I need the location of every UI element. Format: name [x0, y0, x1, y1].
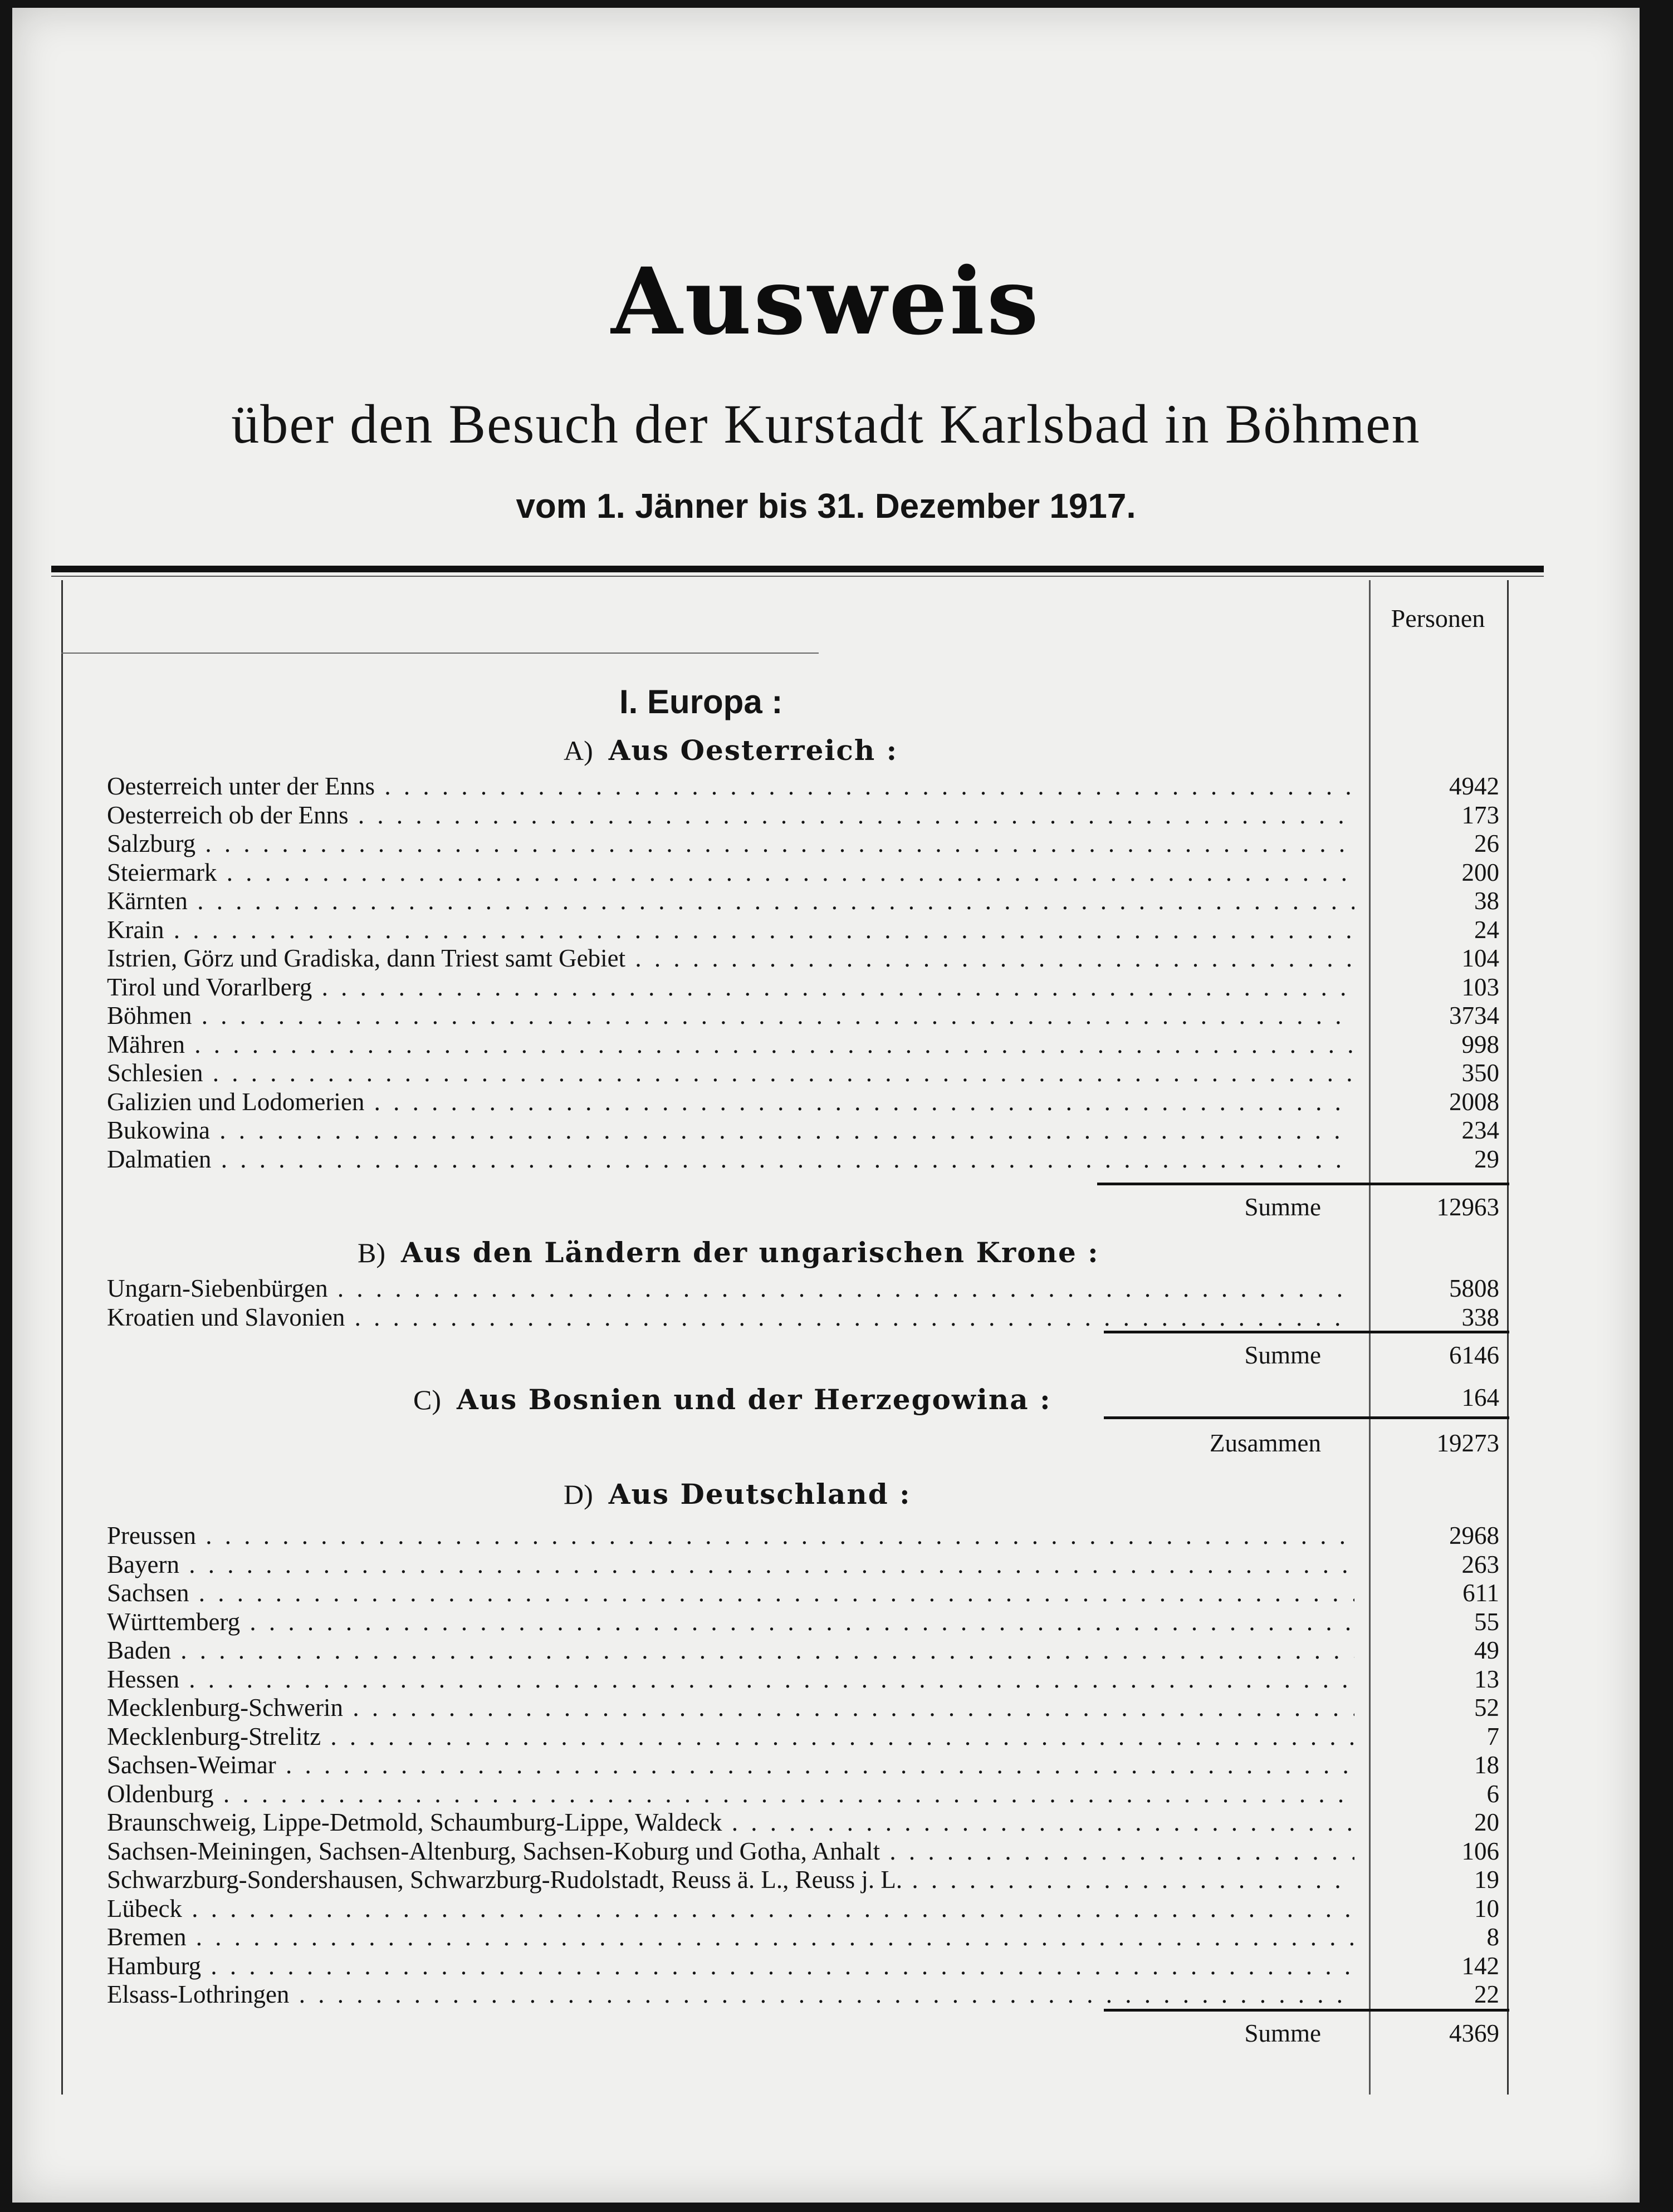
visitor-count: 8 — [1486, 1923, 1499, 1951]
region-name: Tirol und Vorarlberg . . . — [107, 973, 1354, 1002]
sum-value: 12963 — [1436, 1193, 1499, 1221]
visitor-count: 24 — [1474, 915, 1499, 944]
region-name: Bremen . . . — [107, 1922, 1354, 1951]
table-row — [96, 1865, 1505, 1894]
sum-value: 4369 — [1449, 2019, 1499, 2047]
table-top-rule — [51, 566, 1544, 572]
region-name: Salzburg . . . — [107, 829, 1354, 858]
table-row — [96, 1750, 1505, 1779]
visitor-count: 18 — [1474, 1751, 1499, 1779]
visitor-count: 611 — [1462, 1579, 1499, 1607]
region-name: Hamburg . . . — [107, 1951, 1354, 1980]
table-row — [96, 1980, 1505, 2009]
region-name: Bayern . . . — [107, 1550, 1354, 1579]
region-name: Schlesien . . . — [107, 1058, 1354, 1087]
group-letter: D) — [564, 1479, 593, 1510]
table-row — [96, 1521, 1505, 1550]
table-top-rule-thin — [51, 576, 1544, 577]
visitor-count: 19 — [1474, 1866, 1499, 1894]
region-name: Preussen . . . — [107, 1521, 1354, 1550]
region-name: Mecklenburg-Strelitz . . . — [107, 1722, 1354, 1751]
visitor-count: 49 — [1474, 1636, 1499, 1664]
table-row — [96, 1030, 1505, 1059]
header-underline — [61, 653, 819, 654]
sum-label: Summe — [1244, 2019, 1321, 2047]
region-name: Dalmatien . . . — [107, 1145, 1354, 1174]
total-label: Zusammen — [1210, 1429, 1321, 1457]
table-row — [96, 829, 1505, 858]
table-row — [96, 858, 1505, 887]
visitor-count: 103 — [1461, 973, 1499, 1001]
visitor-count: 106 — [1461, 1837, 1499, 1865]
table-row — [96, 1665, 1505, 1694]
table-row — [96, 801, 1505, 830]
page-subtitle: über den Besuch der Kurstadt Karlsbad in Böhmen — [231, 393, 1421, 455]
visitor-count: 2968 — [1449, 1522, 1499, 1549]
visitor-count: 55 — [1474, 1607, 1499, 1636]
scanned-page — [12, 8, 1640, 2203]
group-heading-text: Aus Oesterreich : — [608, 734, 898, 767]
visitor-count: 998 — [1461, 1030, 1499, 1058]
table-row — [96, 1779, 1505, 1808]
table-row — [96, 1837, 1505, 1866]
group-letter: B) — [358, 1237, 385, 1268]
region-name: Istrien, Görz und Gradiska, dann Triest samt Gebiet . . . — [107, 944, 1354, 973]
table-row — [96, 1058, 1505, 1087]
table-row — [96, 1001, 1505, 1030]
group-heading-b — [358, 1236, 1099, 1269]
section-title-europe: I. Europa : — [619, 683, 783, 720]
visitor-count: 200 — [1461, 858, 1499, 886]
visitor-count: 13 — [1474, 1665, 1499, 1693]
region-name: Oesterreich unter der Enns . . . — [107, 772, 1354, 801]
visitor-count: 38 — [1474, 887, 1499, 915]
group-letter: A) — [564, 735, 593, 766]
sum-rule-d — [1104, 2009, 1509, 2012]
group-heading-c — [413, 1383, 1505, 1416]
visitor-count: 142 — [1461, 1951, 1499, 1980]
table-row — [96, 1578, 1505, 1607]
visitor-count: 29 — [1474, 1145, 1499, 1173]
visitor-count: 2008 — [1449, 1087, 1499, 1116]
table-row — [96, 973, 1505, 1002]
table-row — [96, 1087, 1505, 1116]
sum-value: 6146 — [1449, 1341, 1499, 1369]
region-name: Schwarzburg-Sondershausen, Schwarzburg-Rudolstadt, Reuss ä. L., Reuss j. L. . . . — [107, 1865, 1354, 1894]
table-left-border — [61, 580, 63, 2095]
column-header-persons: Personen — [1391, 604, 1485, 632]
region-name: Sachsen . . . — [107, 1578, 1354, 1607]
table-row — [96, 772, 1505, 801]
region-name: Ungarn-Siebenbürgen . . . — [107, 1274, 1354, 1303]
table-row — [96, 1722, 1505, 1751]
region-name: Kroatien und Slavonien . . . — [107, 1303, 1354, 1332]
table-row — [96, 1274, 1505, 1303]
visitor-count: 10 — [1474, 1894, 1499, 1922]
region-name: Sachsen-Meiningen, Sachsen-Altenburg, Sachsen-Koburg und Gotha, Anhalt . . . — [107, 1837, 1354, 1866]
table-row — [96, 1116, 1505, 1145]
page-title: Ausweis — [611, 247, 1041, 355]
region-name: Mähren . . . — [107, 1030, 1354, 1059]
table-row — [96, 1693, 1505, 1722]
region-name: Oldenburg . . . — [107, 1779, 1354, 1808]
sum-label: Summe — [1244, 1193, 1321, 1221]
total-rule — [1104, 1416, 1509, 1419]
table-row — [96, 915, 1505, 944]
visitor-count: 52 — [1474, 1694, 1499, 1721]
visitor-count: 173 — [1461, 801, 1499, 829]
region-name: Galizien und Lodomerien . . . — [107, 1087, 1354, 1116]
region-name: Baden . . . — [107, 1636, 1354, 1665]
table-row — [96, 944, 1505, 973]
region-name: Sachsen-Weimar . . . — [107, 1750, 1354, 1779]
region-name: Kärnten . . . — [107, 886, 1354, 915]
region-name: Bukowina . . . — [107, 1116, 1354, 1145]
total-value: 19273 — [1436, 1429, 1499, 1457]
region-name: Krain . . . — [107, 915, 1354, 944]
group-heading-text: Aus den Ländern der ungarischen Krone : — [401, 1236, 1099, 1269]
region-name: Elsass-Lothringen . . . — [107, 1980, 1354, 2009]
region-name: Württemberg . . . — [107, 1607, 1354, 1636]
sum-rule-b — [1104, 1331, 1509, 1333]
table-row — [96, 1808, 1505, 1837]
visitor-count: 338 — [1461, 1303, 1499, 1331]
region-name: Lübeck . . . — [107, 1894, 1354, 1923]
table-row — [96, 1607, 1505, 1636]
visitor-count: 350 — [1461, 1059, 1499, 1087]
table-row — [96, 1951, 1505, 1980]
table-row — [96, 1636, 1505, 1665]
region-name: Oesterreich ob der Enns . . . — [107, 801, 1354, 830]
region-name: Braunschweig, Lippe-Detmold, Schaumburg-Lippe, Waldeck . . . — [107, 1808, 1354, 1837]
visitor-count: 26 — [1474, 830, 1499, 857]
sum-label: Summe — [1244, 1341, 1321, 1369]
table-row — [96, 1303, 1505, 1332]
table-right-border — [1507, 580, 1509, 2095]
visitor-count: 22 — [1474, 1980, 1499, 2008]
visitor-count: 5808 — [1449, 1274, 1499, 1302]
table-row — [96, 1550, 1505, 1579]
visitor-count: 20 — [1474, 1808, 1499, 1836]
table-row — [96, 1145, 1505, 1174]
table-row — [96, 1922, 1505, 1951]
group-heading-a — [564, 734, 898, 767]
sum-rule-a — [1097, 1183, 1509, 1185]
visitor-count: 7 — [1486, 1722, 1499, 1750]
table-row — [96, 1894, 1505, 1923]
visitor-count: 6 — [1486, 1779, 1499, 1808]
visitor-count: 4942 — [1449, 772, 1499, 800]
group-heading-text: Aus Deutschland : — [608, 1478, 911, 1510]
table-row — [96, 886, 1505, 915]
region-name: Hessen . . . — [107, 1665, 1354, 1694]
date-range: vom 1. Jänner bis 31. Dezember 1917. — [516, 487, 1136, 526]
region-name: Mecklenburg-Schwerin . . . — [107, 1693, 1354, 1722]
visitor-count: 3734 — [1449, 1002, 1499, 1029]
visitor-count: 104 — [1461, 944, 1499, 972]
group-letter: C) — [413, 1384, 441, 1415]
visitor-count: 234 — [1461, 1116, 1499, 1144]
group-heading-d — [564, 1478, 911, 1510]
region-name: Steiermark . . . — [107, 858, 1354, 887]
group-heading-text: Aus Bosnien und der Herzegowina : — [457, 1383, 1051, 1416]
region-name: Böhmen . . . — [107, 1001, 1354, 1030]
visitor-count: 263 — [1461, 1550, 1499, 1578]
group-c-value: 164 — [1461, 1384, 1499, 1411]
